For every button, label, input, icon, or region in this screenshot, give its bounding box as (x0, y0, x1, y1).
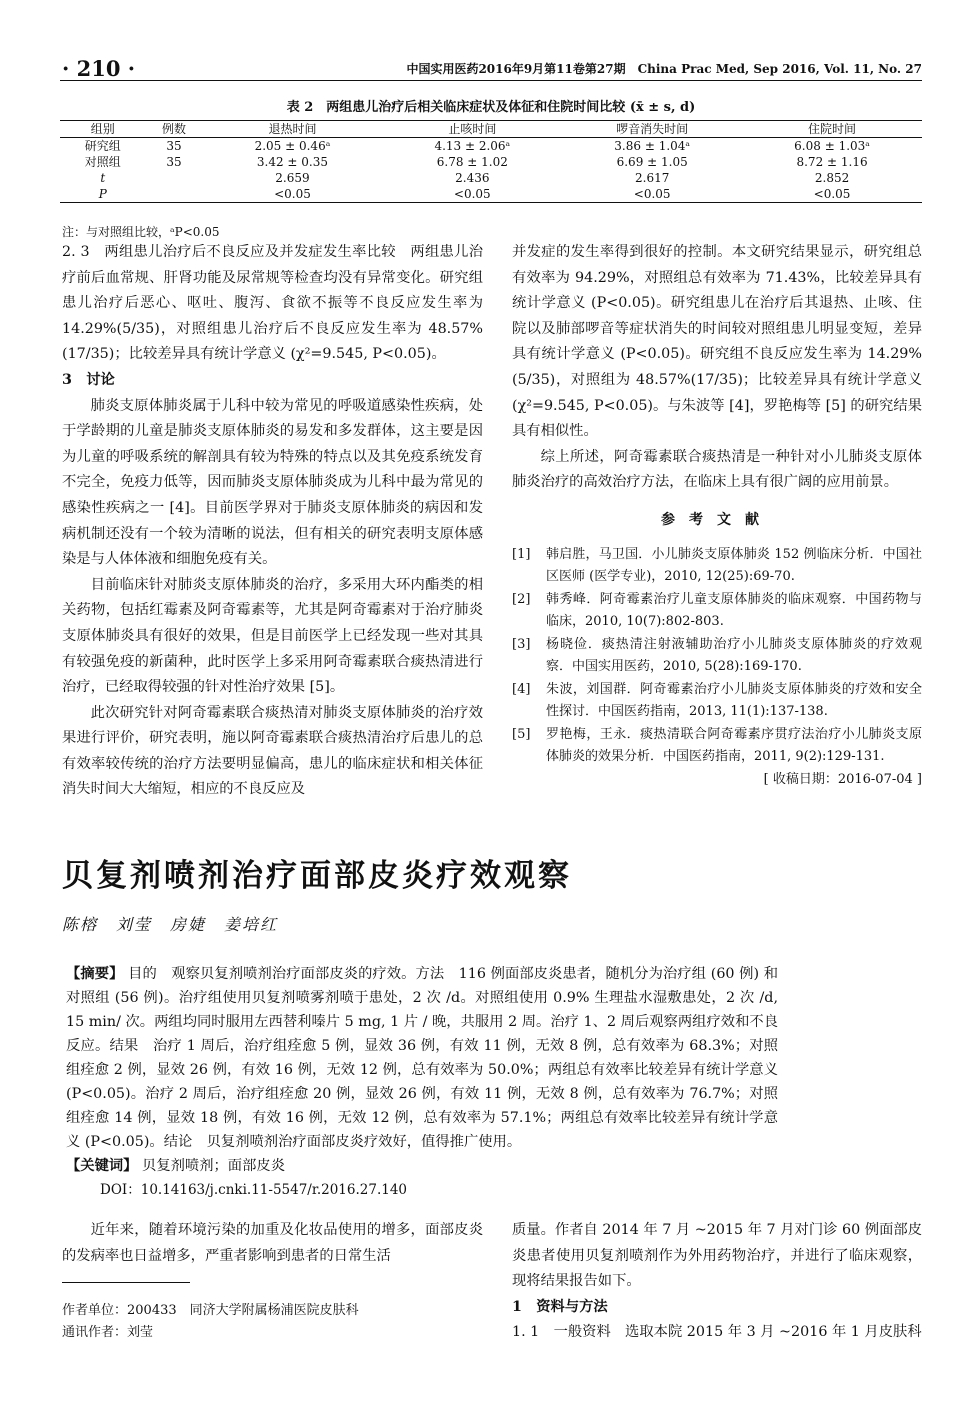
article-title: 贝复剂喷剂治疗面部皮炎疗效观察 (62, 858, 572, 894)
keywords-text: 贝复剂喷剂；面部皮炎 (142, 1158, 285, 1174)
table-header-row (60, 121, 922, 138)
article-right-column (512, 1218, 922, 1346)
table-cell: 2.659 (275, 171, 310, 185)
reference-number: [5] (512, 726, 531, 742)
table-header-cell: 组别 (60, 121, 146, 138)
table-cell: 2.617 (635, 171, 670, 185)
table-cell: 3.86 ± 1.04ᵃ (614, 139, 691, 153)
paragraph: 1. 1 一般资料 选取本院 2015 年 3 月 ~2016 年 1 月皮肤科 (512, 1324, 922, 1341)
abstract-text: 目的 观察贝复剂喷剂治疗面部皮炎的疗效。方法 116 例面部皮炎患者，随机分为治疗组 (60 例) 和对照组 (56 例)。治疗组使用贝复剂喷雾剂喷于患处，2 次 /d。对照组使用 0.9% 生理盐水湿敷患处，2 次 /d, 15 min/ 次。两组均同时服用左西替利嗪片 5 mg, 1 片 / 晚，共服用 2 周。治疗 1、2 周后观察两组疗效和不良反应。结果 治疗 1 周后，治疗组痊愈 5 例，显效 36 例，有效 11 例，无效 8 例，总有效率为 68.3%；对照组痊愈 2 例，显效 26 例，有效 16 例，无效 12 例，总有效率为 50.0%；两组总有效率比较差异有统计学意义 (P<0.05)。治疗 2 周后，治疗组痊愈 20 例，显效 26 例，有效 11 例，无效 8 例，总有效率为 76.7%；对照组痊愈 14 例，显效 18 例，有效 16 例，无效 12 例，总有效率为 57.1%；两组总有效率比较差异有统计学意义 (P<0.05)。结论 贝复剂喷剂治疗面部皮炎疗效好，值得推广使用。 (66, 966, 779, 1150)
footnote (62, 1300, 359, 1344)
table-cell: <0.05 (203, 186, 383, 203)
page-number: · 210 · (62, 56, 136, 81)
keywords-label: 【关键词】 (66, 1158, 138, 1174)
table-cell: 3.42 ± 0.35 (256, 155, 329, 169)
table-note: 注：与对照组比较，ᵃP<0.05 (62, 225, 220, 239)
journal-header: 中国实用医药2016年9月第11卷第27期 China Prac Med, Sep 2016, Vol. 11, No. 27 (406, 62, 922, 76)
table-cell: 2.05 ± 0.46ᵃ (254, 139, 331, 153)
reference-text: 杨晓俭．痰热清注射液辅助治疗小儿肺炎支原体肺炎的疗效观察．中国实用医药，2010, 5(28):169-170. (546, 636, 922, 674)
table-cell: 6.08 ± 1.03ᵃ (794, 139, 870, 153)
paragraph: 质量。作者自 2014 年 7 月 ~2015 年 7 月对门诊 60 例面部皮炎患者使用贝复剂喷剂作为外用药物治疗，并进行了临床观察，现将结果报告如下。 (512, 1222, 922, 1290)
table-cell: 35 (166, 155, 182, 169)
received-date: [ 收稿日期：2016-07-04 ] (763, 771, 922, 787)
table-row (60, 186, 922, 203)
paragraph: 肺炎支原体肺炎属于儿科中较为常见的呼吸道感染性疾病，处于学龄期的儿童是肺炎支原体肺炎的易发和多发群体，这主要是因为儿童的呼吸系统的解剖具有较为特殊的特点以及其免疫系统发育不完全，免疫力低等，因而肺炎支原体肺炎成为儿科中最为常见的感染性疾病之一 [4]。目前医学界对于肺炎支原体肺炎的病因和发病机制还没有一个较为清晰的说法，但有相关的研究表明支原体感染是与人体体液和细胞免疫有关。 (62, 397, 483, 568)
paragraph: 综上所述，阿奇霉素联合痰热清是一种针对小儿肺炎支原体肺炎治疗的高效治疗方法，在临床上具有很广阔的应用前景。 (512, 448, 922, 491)
table-cell: 研究组 (84, 139, 121, 153)
table-cell: <0.05 (382, 186, 562, 203)
table-cell (146, 170, 203, 186)
reference-number: [3] (512, 636, 531, 652)
table-cell: 2.436 (455, 171, 490, 185)
table-cell: <0.05 (562, 186, 742, 203)
results-table (60, 120, 922, 203)
reference-number: [4] (512, 681, 531, 697)
table-cell: t (100, 171, 106, 185)
reference-text: 韩启胜，马卫国．小儿肺炎支原体肺炎 152 例临床分析．中国社区医师 (医学专业)，2010, 12(25):69-70. (546, 546, 922, 584)
table-caption: 表 2 两组患儿治疗后相关临床症状及体征和住院时间比较 (x̄ ± s, d) (286, 100, 696, 115)
right-column (512, 240, 922, 791)
header-rule (60, 80, 922, 81)
table-cell: 2.852 (814, 171, 850, 185)
author-affiliation: 作者单位：200433 同济大学附属杨浦医院皮肤科 (62, 1303, 359, 1318)
section-2-3: 2. 3 两组患儿治疗后不良反应及并发症发生率比较 两组患儿治疗前后血常规、肝肾功能及尿常规等检查均没有异常变化。研究组患儿治疗后恶心、呕吐、腹泻、食欲不振等不良反应发生率为 14.29%(5/35)，对照组患儿治疗后不良反应发生率为 48.57%(17/35)；比较差异具有统计学意义 (χ²=9.545, P<0.05)。 (62, 244, 483, 363)
footnote-rule (62, 1282, 190, 1283)
reference-item (512, 679, 922, 723)
paragraph: 目前临床针对肺炎支原体肺炎的治疗，多采用大环内酯类的相关药物，包括红霉素及阿奇霉素等，尤其是阿奇霉素对于治疗肺炎支原体肺炎具有很好的效果，但是目前医学上已经发现一些对其具有较强免疫的新菌种，此时医学上多采用阿奇霉素联合痰热清进行治疗，已经取得较强的针对性治疗效果 [5]。 (62, 576, 483, 696)
doi: DOI：10.14163/j.cnki.11-5547/r.2016.27.140 (100, 1182, 407, 1198)
table-row (60, 154, 922, 170)
paragraph: 此次研究针对阿奇霉素联合痰热清对肺炎支原体肺炎的治疗效果进行评价，研究表明，施以阿奇霉素联合痰热清治疗后患儿的总有效率较传统的治疗方法要明显偏高，患儿的临床症状和相关体征消失时间大大缩短，相应的不良反应及 (62, 704, 483, 798)
reference-text: 朱波，刘国群．阿奇霉素治疗小儿肺炎支原体肺炎的疗效和安全性探讨．中国医药指南，2013, 11(1):137-138. (546, 681, 922, 719)
reference-item (512, 544, 922, 588)
discussion-heading: 3 讨论 (62, 371, 115, 388)
reference-item (512, 724, 922, 768)
left-column (62, 240, 483, 803)
article-authors: 陈榕 刘莹 房婕 姜培红 (62, 915, 279, 934)
table-row (60, 138, 922, 155)
paragraph: 并发症的发生率得到很好的控制。本文研究结果显示，研究组总有效率为 94.29%，对照组总有效率为 71.43%，比较差异具有统计学意义 (P<0.05)。研究组患儿在治疗后其退热、止咳、住院以及肺部啰音等症状消失的时间较对照组患儿明显变短，差异具有统计学意义 (P<0.05)。研究组不良反应发生率为 14.29%(5/35)，对照组为 48.57%(17/35)；比较差异具有统计学意义 (χ²=9.545, P<0.05)。与朱波等 [4]，罗艳梅等 [5] 的研究结果具有相似性。 (512, 244, 922, 440)
table-header-cell: 啰音消失时间 (562, 121, 742, 138)
reference-number: [1] (512, 546, 531, 562)
table-cell: 35 (166, 139, 182, 153)
table-cell: 6.69 ± 1.05 (616, 155, 688, 169)
table-cell (146, 186, 203, 203)
table-row (60, 170, 922, 186)
corresponding-author: 通讯作者：刘莹 (62, 1325, 154, 1340)
table-header-cell: 住院时间 (742, 121, 922, 138)
table-cell: 对照组 (84, 155, 121, 169)
table-header-cell: 例数 (146, 121, 203, 138)
article-left-column (62, 1218, 483, 1269)
table-cell: 4.13 ± 2.06ᵃ (434, 139, 511, 153)
paragraph: 近年来，随着环境污染的加重及化妆品使用的增多，面部皮炎的发病率也日益增多，严重者影响到患者的日常生活 (62, 1222, 483, 1264)
reference-item (512, 589, 922, 633)
abstract-label: 【摘要】 (66, 966, 124, 982)
reference-item (512, 634, 922, 678)
abstract-block (66, 962, 778, 1178)
table-cell: P (60, 186, 146, 203)
methods-heading: 1 资料与方法 (512, 1298, 608, 1315)
table-header-cell: 止咳时间 (382, 121, 562, 138)
reference-number: [2] (512, 591, 531, 607)
table-cell: <0.05 (742, 186, 922, 203)
references-heading: 参考文献 (661, 511, 773, 528)
table-cell: 6.78 ± 1.02 (436, 155, 508, 169)
table-header-cell: 退热时间 (203, 121, 383, 138)
reference-text: 罗艳梅，王永．痰热清联合阿奇霉素序贯疗法治疗小儿肺炎支原体肺炎的效果分析．中国医药指南，2011, 9(2):129-131. (546, 726, 922, 764)
reference-text: 韩秀峰．阿奇霉素治疗儿童支原体肺炎的临床观察．中国药物与临床，2010, 10(7):802-803. (546, 591, 922, 629)
table-cell: 8.72 ± 1.16 (796, 155, 868, 169)
